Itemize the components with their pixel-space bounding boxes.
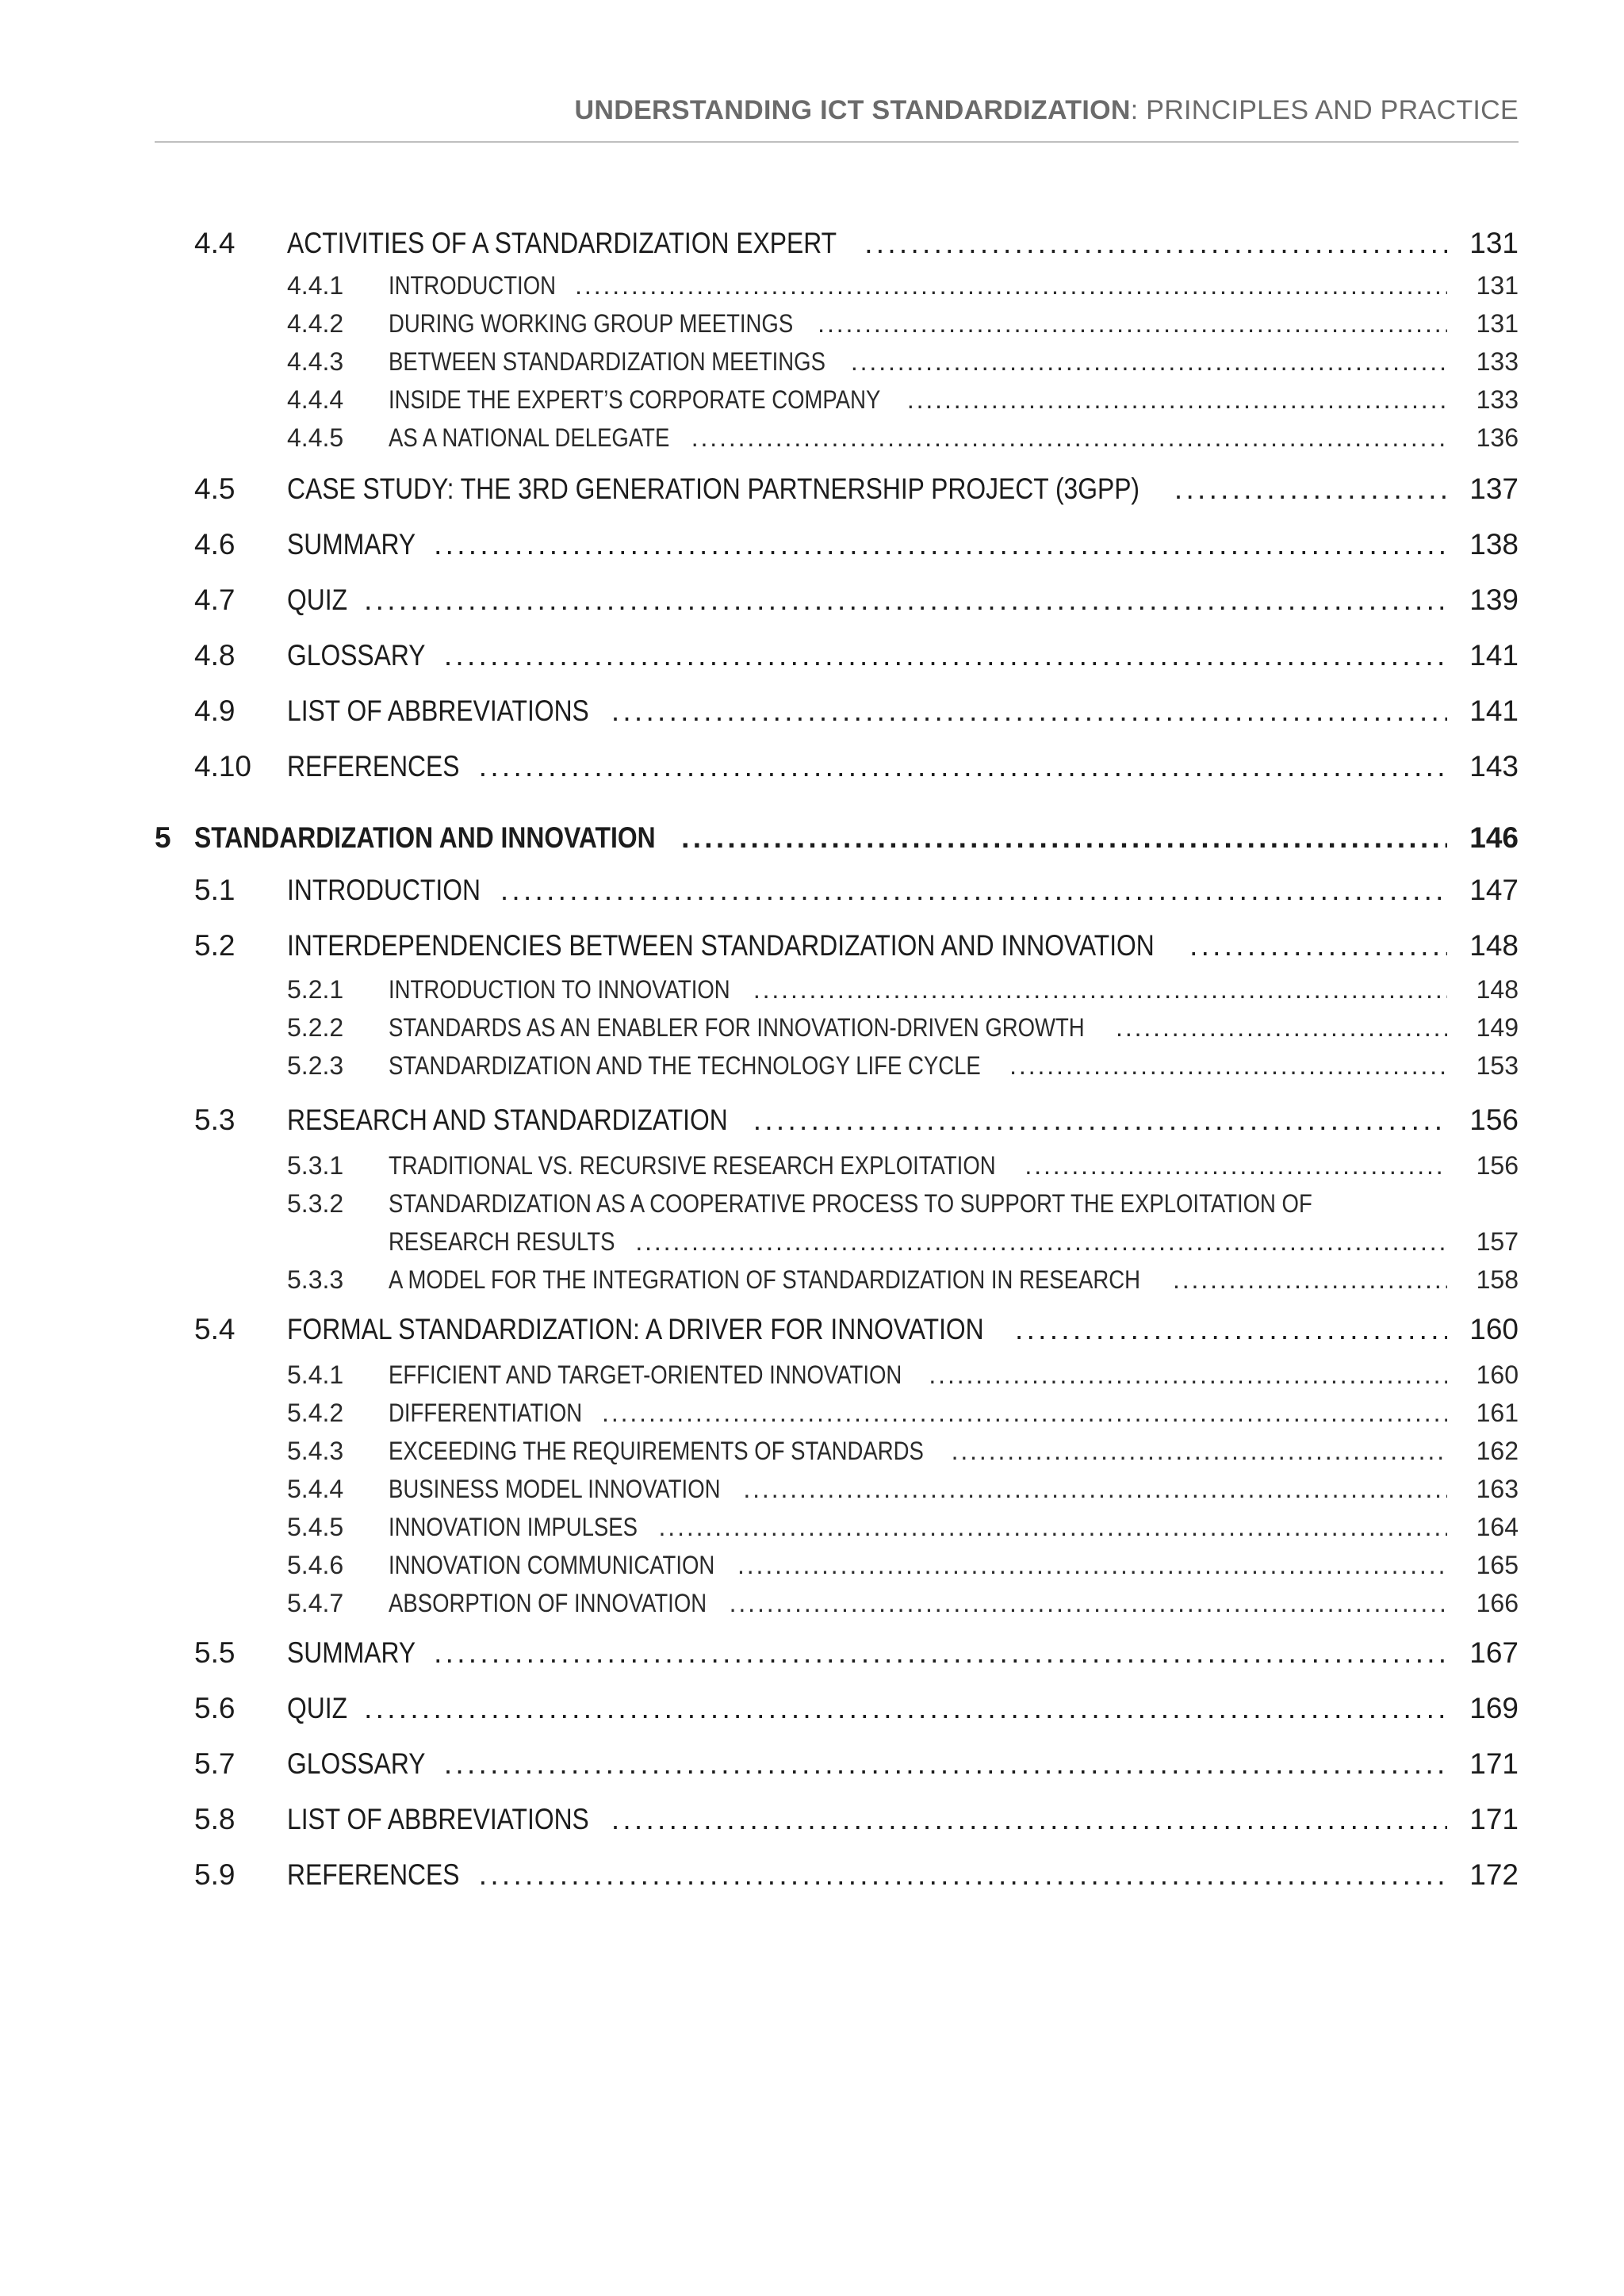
toc-entry-number: 4.10 [194,750,252,783]
toc-entry-number: 5.3 [194,1104,236,1136]
dot-leader [1173,1265,1447,1295]
dot-leader [1116,1013,1447,1043]
toc-entry-page: 137 [1469,473,1519,505]
dot-leader [864,227,1447,260]
dot-leader [635,1227,1447,1257]
dot-leader [434,528,1447,561]
toc-entry-number: 4.4.2 [287,309,344,338]
dot-leader [500,874,1447,907]
toc-section-entry[interactable] [155,473,1519,506]
toc-section-entry[interactable] [155,929,1519,962]
toc-entry-number: 5.3.3 [287,1265,344,1294]
toc-entry-title: STANDARDS AS AN ENABLER FOR INNOVATION-DRIVEN GROWTH [389,1013,1085,1042]
dot-leader [434,1636,1447,1670]
toc-entry-number: 5.2.2 [287,1013,344,1042]
toc-entry-title-continued: RESEARCH RESULTS [389,1227,615,1256]
toc-entry-title: RESEARCH AND STANDARDIZATION [287,1104,728,1136]
toc-entry-number: 5.4.6 [287,1551,344,1579]
dot-leader [1189,929,1447,962]
toc-entry-title: INNOVATION IMPULSES [389,1513,638,1541]
toc-entry-title: INTRODUCTION [287,874,481,906]
toc-entry-title: LIST OF ABBREVIATIONS [287,695,589,727]
running-header [155,94,1519,143]
toc-subsection-entry[interactable] [155,1551,1519,1580]
toc-subsection-entry[interactable] [155,385,1519,415]
toc-section-entry[interactable] [155,1858,1519,1892]
toc-entry-number: 5.1 [194,874,236,906]
toc-entry-title: REFERENCES [287,1858,460,1891]
toc-entry-page: 164 [1476,1513,1519,1541]
toc-subsection-entry[interactable] [155,1513,1519,1542]
toc-entry-title: DIFFERENTIATION [389,1399,583,1427]
dot-leader [753,975,1447,1004]
dot-leader [681,821,1447,855]
toc-subsection-entry[interactable] [155,1051,1519,1081]
toc-entry-number: 5.4.5 [287,1513,344,1541]
toc-entry-page: 167 [1469,1636,1519,1669]
toc-entry-page: 171 [1469,1803,1519,1835]
toc-entry-title: QUIZ [287,1692,348,1724]
toc-entry-page: 133 [1476,347,1519,376]
toc-entry-title: TRADITIONAL VS. RECURSIVE RESEARCH EXPLOITATION [389,1151,996,1180]
toc-entry-continuation[interactable] [155,1227,1519,1257]
toc-entry-title: ACTIVITIES OF A STANDARDIZATION EXPERT [287,227,837,259]
toc-section-entry[interactable] [155,1692,1519,1725]
toc-chapter-entry[interactable] [155,821,1519,855]
dot-leader [1174,473,1447,506]
toc-entry-title: A MODEL FOR THE INTEGRATION OF STANDARDIZATION IN RESEARCH [389,1265,1140,1294]
toc-entry-page: 146 [1469,821,1519,854]
toc-entry-number: 4.4 [194,227,236,259]
toc-entry-page: 141 [1469,695,1519,727]
toc-entry-page: 131 [1476,271,1519,300]
toc-entry-page: 157 [1476,1227,1519,1256]
toc-section-entry[interactable] [155,227,1519,260]
dot-leader [611,1803,1447,1836]
toc-entry-page: 136 [1476,423,1519,452]
toc-section-entry[interactable] [155,1803,1519,1836]
toc-entry-page: 141 [1469,639,1519,672]
dot-leader [743,1475,1447,1504]
toc-subsection-entry[interactable] [155,1589,1519,1618]
toc-subsection-entry[interactable] [155,309,1519,339]
toc-entry-number: 5.3.2 [287,1189,344,1218]
toc-entry-page: 172 [1469,1858,1519,1891]
toc-section-entry[interactable] [155,750,1519,783]
toc-section-entry[interactable] [155,874,1519,907]
toc-subsection-entry[interactable] [155,423,1519,453]
toc-entry-page: 139 [1469,584,1519,616]
dot-leader [659,1513,1448,1542]
dot-leader [952,1437,1447,1466]
toc-section-entry[interactable] [155,1313,1519,1346]
toc-entry-number: 4.5 [194,473,236,505]
toc-entry-title: FORMAL STANDARDIZATION: A DRIVER FOR INNOVATION [287,1313,984,1345]
toc-entry-page: 160 [1469,1313,1519,1345]
dot-leader [611,695,1447,728]
toc-entry-page: 149 [1476,1013,1519,1042]
toc-section-entry[interactable] [155,1636,1519,1670]
toc-entry-page: 156 [1476,1151,1519,1180]
toc-entry-number: 5.9 [194,1858,236,1891]
toc-entry-page: 165 [1476,1551,1519,1579]
toc-entry-title: BUSINESS MODEL INNOVATION [389,1475,721,1503]
toc-entry-title: INSIDE THE EXPERT’S CORPORATE COMPANY [389,385,881,414]
toc-entry-title: GLOSSARY [287,1747,426,1780]
toc-entry-page: 138 [1469,528,1519,561]
toc-entry-page: 166 [1476,1589,1519,1617]
toc-entry-number: 4.6 [194,528,236,561]
toc-subsection-entry[interactable] [155,1475,1519,1504]
toc-subsection-entry[interactable] [155,1265,1519,1295]
toc-entry-page: 162 [1476,1437,1519,1465]
toc-entry-page: 148 [1476,975,1519,1004]
toc-entry-number: 5.4.3 [287,1437,344,1465]
toc-entry-title: STANDARDIZATION AND THE TECHNOLOGY LIFE CYCLE [389,1051,981,1080]
toc-entry-title: INTRODUCTION TO INNOVATION [389,975,730,1004]
dot-leader [929,1360,1447,1390]
toc-entry-number: 5.2 [194,929,236,962]
dot-leader [444,1747,1447,1781]
toc-entry-title: EFFICIENT AND TARGET-ORIENTED INNOVATION [389,1360,902,1389]
toc-entry-page: 131 [1469,227,1519,259]
toc-entry-title: QUIZ [287,584,348,616]
toc-entry-page: 171 [1469,1747,1519,1780]
dot-leader [1015,1313,1447,1346]
toc-entry-page: 133 [1476,385,1519,414]
toc-entry-title: EXCEEDING THE REQUIREMENTS OF STANDARDS [389,1437,924,1465]
toc-entry-title: DURING WORKING GROUP MEETINGS [389,309,794,338]
toc-subsection-entry[interactable] [155,1399,1519,1428]
toc-entry-number: 4.4.4 [287,385,344,414]
dot-leader [737,1551,1447,1580]
toc-entry-number: 5 [155,821,171,854]
toc-subsection-entry[interactable] [155,347,1519,377]
toc-entry-number: 5.7 [194,1747,236,1780]
toc-entry-page: 148 [1469,929,1519,962]
toc-entry-title: AS A NATIONAL DELEGATE [389,423,670,452]
toc-entry-title: STANDARDIZATION AND INNOVATION [194,821,656,854]
toc-entry[interactable] [155,1189,1519,1219]
toc-entry-number: 5.3.1 [287,1151,344,1180]
dot-leader [730,1589,1447,1618]
toc-entry-number: 5.4.4 [287,1475,344,1503]
dot-leader [691,423,1447,453]
toc-entry-number: 5.4.7 [287,1589,344,1617]
toc-entry-title: LIST OF ABBREVIATIONS [287,1803,589,1835]
toc-entry-number: 5.5 [194,1636,236,1669]
dot-leader [753,1104,1447,1137]
dot-leader [364,584,1447,617]
toc-entry-title: INTERDEPENDENCIES BETWEEN STANDARDIZATION AND INNOVATION [287,929,1155,962]
toc-subsection-entry[interactable] [155,975,1519,1004]
dot-leader [479,750,1447,783]
toc-entry-page: 131 [1476,309,1519,338]
toc-entry-number: 4.8 [194,639,236,672]
dot-leader [818,309,1447,339]
toc-entry-number: 4.7 [194,584,236,616]
toc-entry-number: 5.4.2 [287,1399,344,1427]
toc-entry-page: 153 [1476,1051,1519,1080]
toc-section-entry[interactable] [155,1747,1519,1781]
dot-leader [575,271,1447,300]
dot-leader [444,639,1447,672]
toc-entry-title: ABSORPTION OF INNOVATION [389,1589,707,1617]
toc-entry-number: 4.4.5 [287,423,344,452]
dot-leader [602,1399,1447,1428]
toc-entry-page: 160 [1476,1360,1519,1389]
dot-leader [851,347,1447,377]
toc-entry-number: 5.6 [194,1692,236,1724]
toc-entry-number: 4.4.3 [287,347,344,376]
toc-entry-title: STANDARDIZATION AS A COOPERATIVE PROCESS TO SUPPORT THE EXPLOITATION OF [389,1189,1312,1218]
toc-entry-number: 5.2.1 [287,975,344,1004]
toc-entry-number: 5.4.1 [287,1360,344,1389]
book-title: UNDERSTANDING ICT STANDARDIZATION [574,95,1131,125]
toc-entry-title: SUMMARY [287,1636,416,1669]
toc-entry-page: 156 [1469,1104,1519,1136]
dot-leader [1025,1151,1447,1181]
dot-leader [907,385,1447,415]
toc-entry-title: GLOSSARY [287,639,426,672]
toc-subsection-entry[interactable] [155,1151,1519,1181]
dot-leader [479,1858,1447,1892]
toc-subsection-entry[interactable] [155,271,1519,300]
toc-subsection-entry[interactable] [155,1360,1519,1390]
toc-subsection-entry[interactable] [155,1013,1519,1043]
toc-entry-number: 5.8 [194,1803,236,1835]
toc-entry-number: 4.9 [194,695,236,727]
toc-entry-title: SUMMARY [287,528,416,561]
toc-section-entry[interactable] [155,528,1519,561]
dot-leader [1009,1051,1447,1081]
toc-entry-number: 4.4.1 [287,271,344,300]
toc-entry-page: 169 [1469,1692,1519,1724]
toc-entry-number: 5.2.3 [287,1051,344,1080]
toc-entry-title: INNOVATION COMMUNICATION [389,1551,715,1579]
toc-entry-number: 5.4 [194,1313,236,1345]
dot-leader [364,1692,1447,1725]
toc-entry-page: 143 [1469,750,1519,783]
toc-entry-page: 161 [1476,1399,1519,1427]
toc-entry-page: 163 [1476,1475,1519,1503]
toc-entry-page: 158 [1476,1265,1519,1294]
toc-subsection-entry[interactable] [155,1437,1519,1466]
toc-section-entry[interactable] [155,695,1519,728]
toc-entry-page: 147 [1469,874,1519,906]
toc-section-entry[interactable] [155,1104,1519,1137]
toc-entry-title: BETWEEN STANDARDIZATION MEETINGS [389,347,825,376]
toc-section-entry[interactable] [155,584,1519,617]
book-subtitle: : PRINCIPLES AND PRACTICE [1130,95,1519,125]
toc-section-entry[interactable] [155,639,1519,672]
toc-entry-title: INTRODUCTION [389,271,556,300]
running-header-text [575,95,1519,126]
toc-entry-title: CASE STUDY: THE 3RD GENERATION PARTNERSHIP PROJECT (3GPP) [287,473,1140,505]
toc-entry-title: REFERENCES [287,750,460,783]
